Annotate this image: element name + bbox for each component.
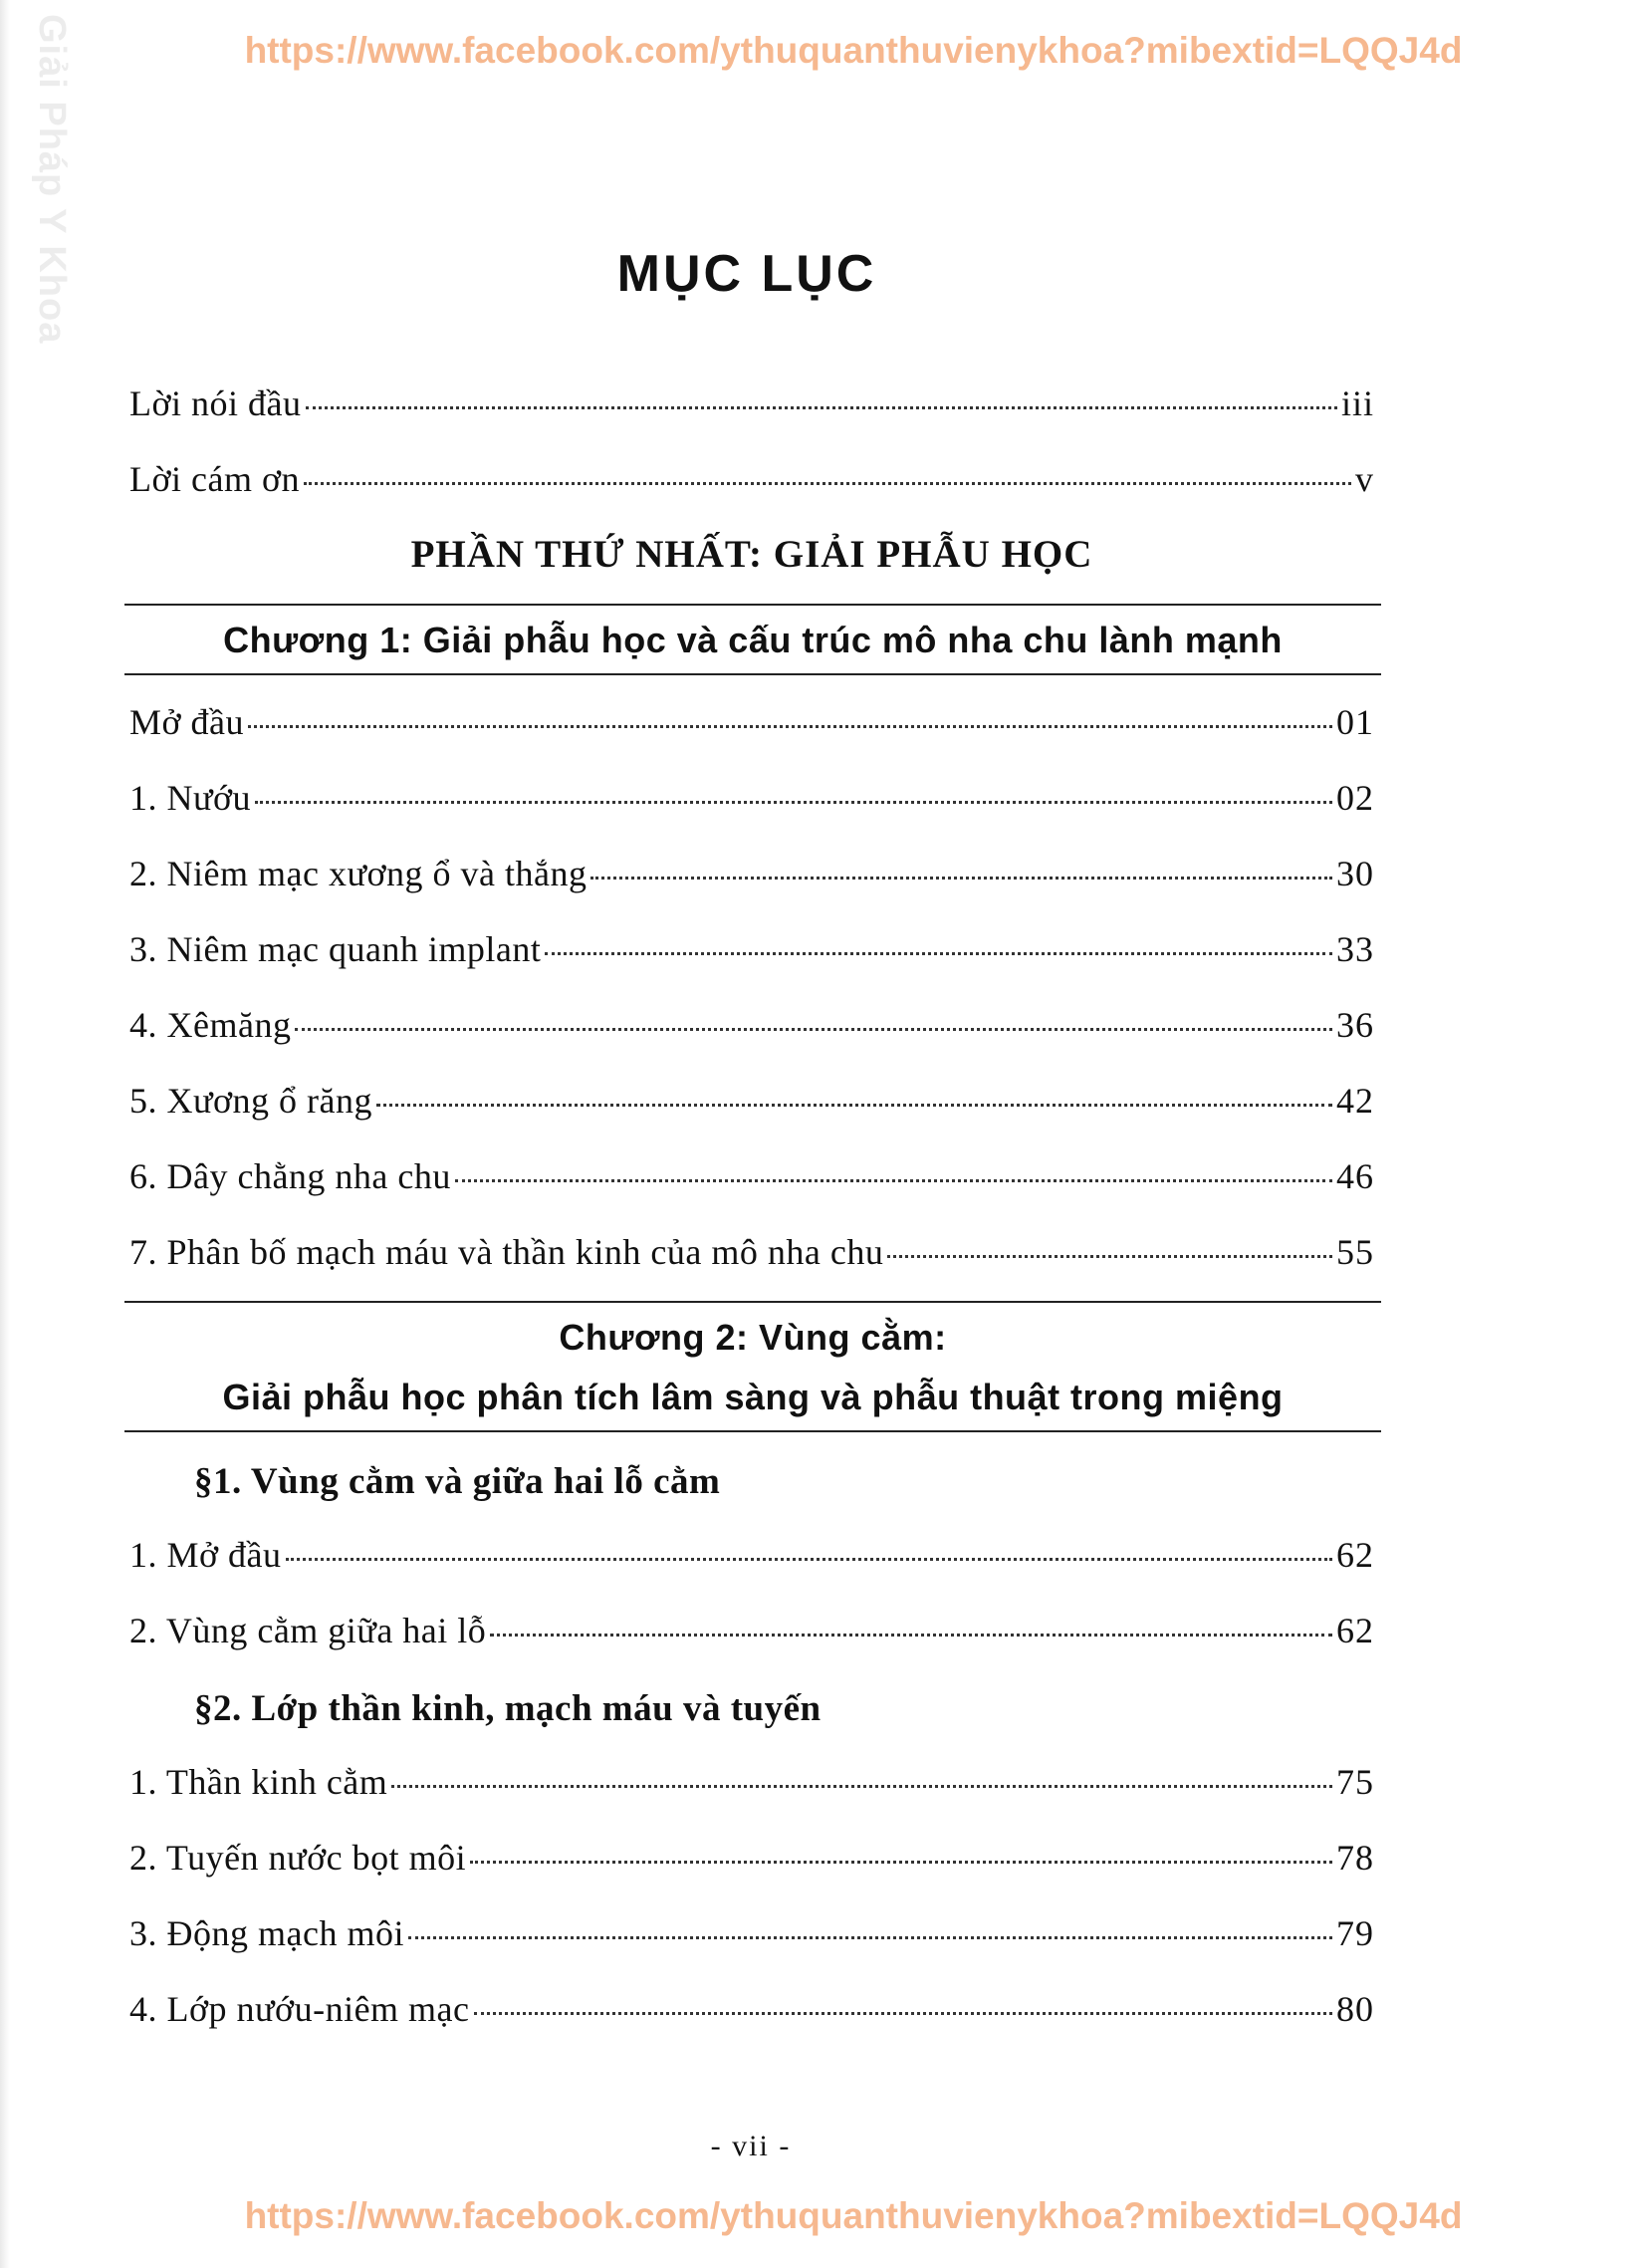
toc-entry[interactable] <box>129 1004 1374 1054</box>
toc-entry-label: 1. Thần kinh cằm <box>129 1762 388 1802</box>
toc-entry[interactable] <box>129 1610 1374 1659</box>
toc-entry-page: 62 <box>1336 1535 1374 1575</box>
dot-leader <box>376 1104 1332 1107</box>
toc-entry-page: 75 <box>1336 1762 1374 1802</box>
dot-leader <box>255 801 1332 804</box>
toc-entry-label: 2. Vùng cằm giữa hai lỗ <box>129 1611 487 1650</box>
dot-leader <box>490 1634 1332 1637</box>
toc-entry[interactable] <box>129 1912 1374 1962</box>
toc-entry-page: 62 <box>1336 1611 1374 1650</box>
toc-entry-page: 55 <box>1336 1232 1374 1272</box>
toc-entry-page: 36 <box>1336 1005 1374 1045</box>
toc-entry-label: Lời nói đầu <box>129 383 302 423</box>
toc-entry-label: 4. Lớp nướu-niêm mạc <box>129 1989 470 2029</box>
chapter-2-subtitle: Giải phẫu học phân tích lâm sàng và phẫu thuật trong miệng <box>222 1377 1284 1417</box>
dot-leader <box>545 952 1332 955</box>
source-url-bottom[interactable]: https://www.facebook.com/ythuquanthuvienykhoa?mibextid=LQQJ4d <box>244 2195 1463 2236</box>
toc-entry-label: 4. Xêmăng <box>129 1005 292 1045</box>
toc-entry[interactable] <box>129 458 1374 508</box>
dot-leader <box>474 2012 1332 2015</box>
page-title: MỤC LỤC <box>616 245 877 303</box>
toc-entry[interactable] <box>129 1080 1374 1130</box>
toc-entry-label: 5. Xương ổ răng <box>129 1081 373 1121</box>
toc-entry-label: 2. Niêm mạc xương ổ và thắng <box>129 854 588 893</box>
chapter-rule <box>124 673 1381 675</box>
dot-leader <box>286 1558 1332 1561</box>
chapter-2-title: Chương 2: Vùng cằm: <box>559 1317 947 1358</box>
toc-entry-page: 78 <box>1336 1838 1374 1878</box>
dot-leader <box>295 1028 1332 1031</box>
dot-leader <box>391 1785 1332 1788</box>
toc-entry-page: 46 <box>1336 1156 1374 1196</box>
toc-entry-label: Mở đầu <box>129 702 245 742</box>
toc-entry[interactable] <box>129 382 1374 432</box>
toc-entry-page: v <box>1355 459 1374 499</box>
dot-leader <box>248 725 1332 728</box>
dot-leader <box>304 482 1351 485</box>
toc-entry-label: 2. Tuyến nước bọt môi <box>129 1838 467 1878</box>
page-number: - vii - <box>710 2130 792 2162</box>
toc-entry[interactable] <box>129 853 1374 902</box>
watermark: Giải Pháp Y Khoa <box>31 14 73 345</box>
dot-leader <box>408 1936 1332 1939</box>
page-edge <box>0 0 10 2268</box>
chapter-rule <box>124 1301 1381 1303</box>
toc-entry-label: 7. Phân bố mạch máu và thần kinh của mô nha chu <box>129 1232 884 1272</box>
toc-entry-label: 1. Mở đầu <box>129 1535 282 1575</box>
toc-entry-label: 3. Động mạch môi <box>129 1913 404 1953</box>
toc-entry[interactable] <box>129 1231 1374 1281</box>
toc-entry-page: 01 <box>1336 702 1374 742</box>
toc-entry-page: 80 <box>1336 1989 1374 2029</box>
source-url-top[interactable]: https://www.facebook.com/ythuquanthuvienykhoa?mibextid=LQQJ4d <box>244 30 1463 71</box>
toc-entry[interactable] <box>129 1761 1374 1811</box>
toc-entry-page: 79 <box>1336 1913 1374 1953</box>
toc-entry[interactable] <box>129 1155 1374 1205</box>
toc-entry[interactable] <box>129 928 1374 978</box>
toc-entry[interactable] <box>129 1534 1374 1584</box>
chapter-rule <box>124 604 1381 606</box>
toc-entry-page: 30 <box>1336 854 1374 893</box>
toc-entry-label: 3. Niêm mạc quanh implant <box>129 929 542 969</box>
toc-entry-page: 33 <box>1336 929 1374 969</box>
chapter-1-title: Chương 1: Giải phẫu học và cấu trúc mô nha chu lành mạnh <box>223 620 1283 660</box>
toc-entry-label: 6. Dây chằng nha chu <box>129 1156 451 1196</box>
toc-entry-label: Lời cám ơn <box>129 459 301 499</box>
toc-entry[interactable] <box>129 1988 1374 2038</box>
section-2-heading: §2. Lớp thần kinh, mạch máu và tuyến <box>194 1688 822 1729</box>
toc-entry-page: iii <box>1340 383 1374 423</box>
section-1-heading: §1. Vùng cằm và giữa hai lỗ cằm <box>194 1461 721 1502</box>
dot-leader <box>470 1861 1332 1864</box>
toc-entry[interactable] <box>129 777 1374 827</box>
dot-leader <box>455 1179 1332 1182</box>
dot-leader <box>306 406 1337 409</box>
toc-entry-page: 02 <box>1336 778 1374 818</box>
dot-leader <box>887 1255 1332 1258</box>
toc-entry-page: 42 <box>1336 1081 1374 1121</box>
chapter-rule <box>124 1430 1381 1432</box>
part-heading: PHẦN THỨ NHẤT: GIẢI PHẪU HỌC <box>410 533 1093 576</box>
dot-leader <box>590 877 1332 880</box>
toc-entry-label: 1. Nướu <box>129 778 252 818</box>
toc-entry[interactable] <box>129 1837 1374 1887</box>
toc-entry[interactable] <box>129 701 1374 751</box>
